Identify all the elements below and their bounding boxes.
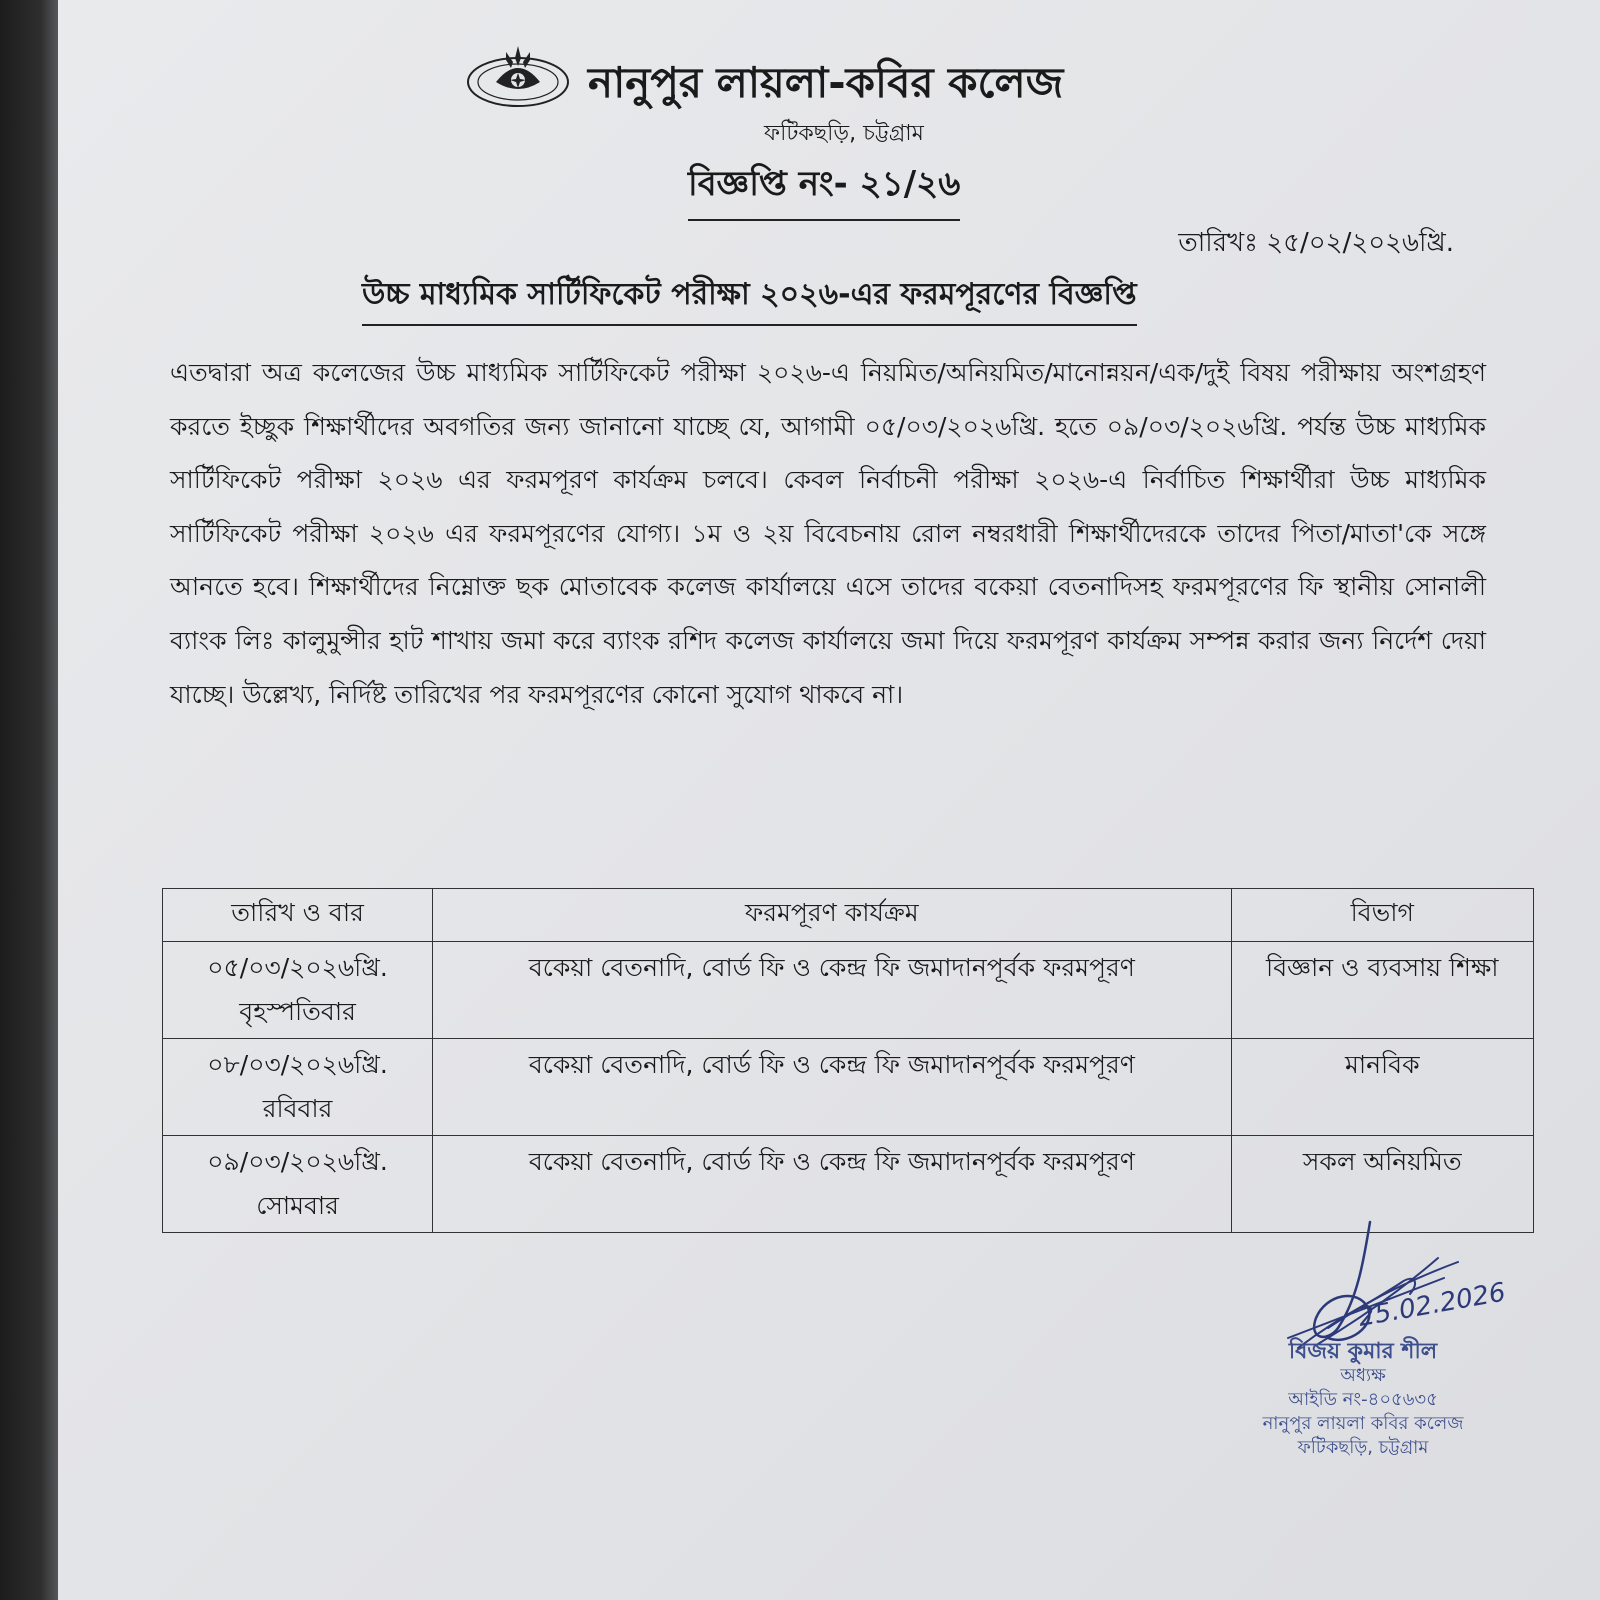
college-location: ফটিকছড়ি, চট্টগ্রাম — [764, 121, 924, 146]
principal-name: বিজয় কুমার শীল — [1288, 1339, 1438, 1364]
table-row — [163, 1039, 1534, 1136]
row-day: সোমবার — [256, 1191, 339, 1220]
notice-date: তারিখঃ ২৫/০২/২০২৬খ্রি. — [1178, 228, 1454, 258]
college-emblem-icon — [466, 42, 570, 110]
row-date-cell — [163, 1039, 433, 1136]
stamp-place: ফটিকছড়ি, চট্টগ্রাম — [1297, 1437, 1429, 1458]
row-activity: বকেয়া বেতনাদি, বোর্ড ফি ও কেন্দ্র ফি জমাদানপূর্বক ফরমপূরণ — [433, 942, 1231, 1039]
row-activity: বকেয়া বেতনাদি, বোর্ড ফি ও কেন্দ্র ফি জমাদানপূর্বক ফরমপূরণ — [433, 1136, 1231, 1233]
row-day: বৃহস্পতিবার — [239, 997, 356, 1026]
notice-body: এতদ্বারা অত্র কলেজের উচ্চ মাধ্যমিক সার্টিফিকেট পরীক্ষা ২০২৬-এ নিয়মিত/অনিয়মিত/মানোন্নয়ন/এক/দুই বিষয় পরীক্ষায় অংশগ্রহণ করতে ইচ্ছুক শিক্ষার্থীদের অবগতির জন্য জানানো যাচ্ছে যে, আগামী ০৫/০৩/২০২৬খ্রি. হতে ০৯/০৩/২০২৬খ্রি. পর্যন্ত উচ্চ মাধ্যমিক সার্টিফিকেট পরীক্ষা ২০২৬ এর ফরমপূরণ কার্যক্রম চলবে। কেবল নির্বাচনী পরীক্ষা ২০২৬-এ নির্বাচিত শিক্ষার্থীরা উচ্চ মাধ্যমিক সার্টিফিকেট পরীক্ষা ২০২৬ এর ফরমপূরণের যোগ্য। ১ম ও ২য় বিবেচনায় রোল নম্বরধারী শিক্ষার্থীদেরকে তাদের পিতা/মাতা'কে সঙ্গে আনতে হবে। শিক্ষার্থীদের নিম্নোক্ত ছক মোতাবেক কলেজ কার্যালয়ে এসে তাদের বকেয়া বেতনাদিসহ ফরমপূরণের ফি স্থানীয় সোনালী ব্যাংক লিঃ কালুমুন্সীর হাট শাখায় জমা করে ব্যাংক রশিদ কলেজ কার্যালয়ে জমা দিয়ে ফরমপূরণ কার্যক্রম সম্পন্ন করার জন্য নির্দেশ দেয়া যাচ্ছে। উল্লেখ্য, নির্দিষ্ট তারিখের পর ফরমপূরণের কোনো সুযোগ থাকবে না। — [170, 358, 1486, 709]
notice-page — [58, 0, 1600, 1600]
signature-date: 25.02.2026 — [1356, 1277, 1508, 1333]
principal-stamp — [1198, 1340, 1528, 1460]
college-name: নানুপুর লায়লা-কবির কলেজ — [588, 58, 1064, 107]
header-date-day: তারিখ ও বার — [163, 889, 433, 942]
row-department: মানবিক — [1231, 1039, 1533, 1136]
stamp-college: নানুপুর লায়লা কবির কলেজ — [1262, 1413, 1464, 1434]
notice-number: বিজ্ঞপ্তি নং- ২১/২৬ — [688, 158, 960, 221]
row-date-cell — [163, 1136, 433, 1233]
table-row — [163, 942, 1534, 1039]
row-date: ০৮/০৩/২০২৬খ্রি. — [207, 1050, 388, 1079]
row-activity: বকেয়া বেতনাদি, বোর্ড ফি ও কেন্দ্র ফি জমাদানপূর্বক ফরমপূরণ — [433, 1039, 1231, 1136]
row-department: বিজ্ঞান ও ব্যবসায় শিক্ষা — [1231, 942, 1533, 1039]
row-date: ০৫/০৩/২০২৬খ্রি. — [207, 953, 388, 982]
header-department: বিভাগ — [1231, 889, 1533, 942]
principal-id: আইডি নং-৪০৫৬৩৫ — [1288, 1389, 1438, 1410]
row-date-cell — [163, 942, 433, 1039]
principal-title: অধ্যক্ষ — [1340, 1365, 1386, 1386]
row-day: রবিবার — [262, 1094, 333, 1123]
row-date: ০৯/০৩/২০২৬খ্রি. — [207, 1147, 388, 1176]
background-edge — [0, 0, 58, 1600]
notice-subject: উচ্চ মাধ্যমিক সার্টিফিকেট পরীক্ষা ২০২৬-এর ফরমপূরণের বিজ্ঞপ্তি — [362, 270, 1137, 326]
header-activity: ফরমপূরণ কার্যক্রম — [433, 889, 1231, 942]
schedule-table — [162, 888, 1534, 1233]
row-department: সকল অনিয়মিত — [1231, 1136, 1533, 1233]
table-header-row — [163, 889, 1534, 942]
